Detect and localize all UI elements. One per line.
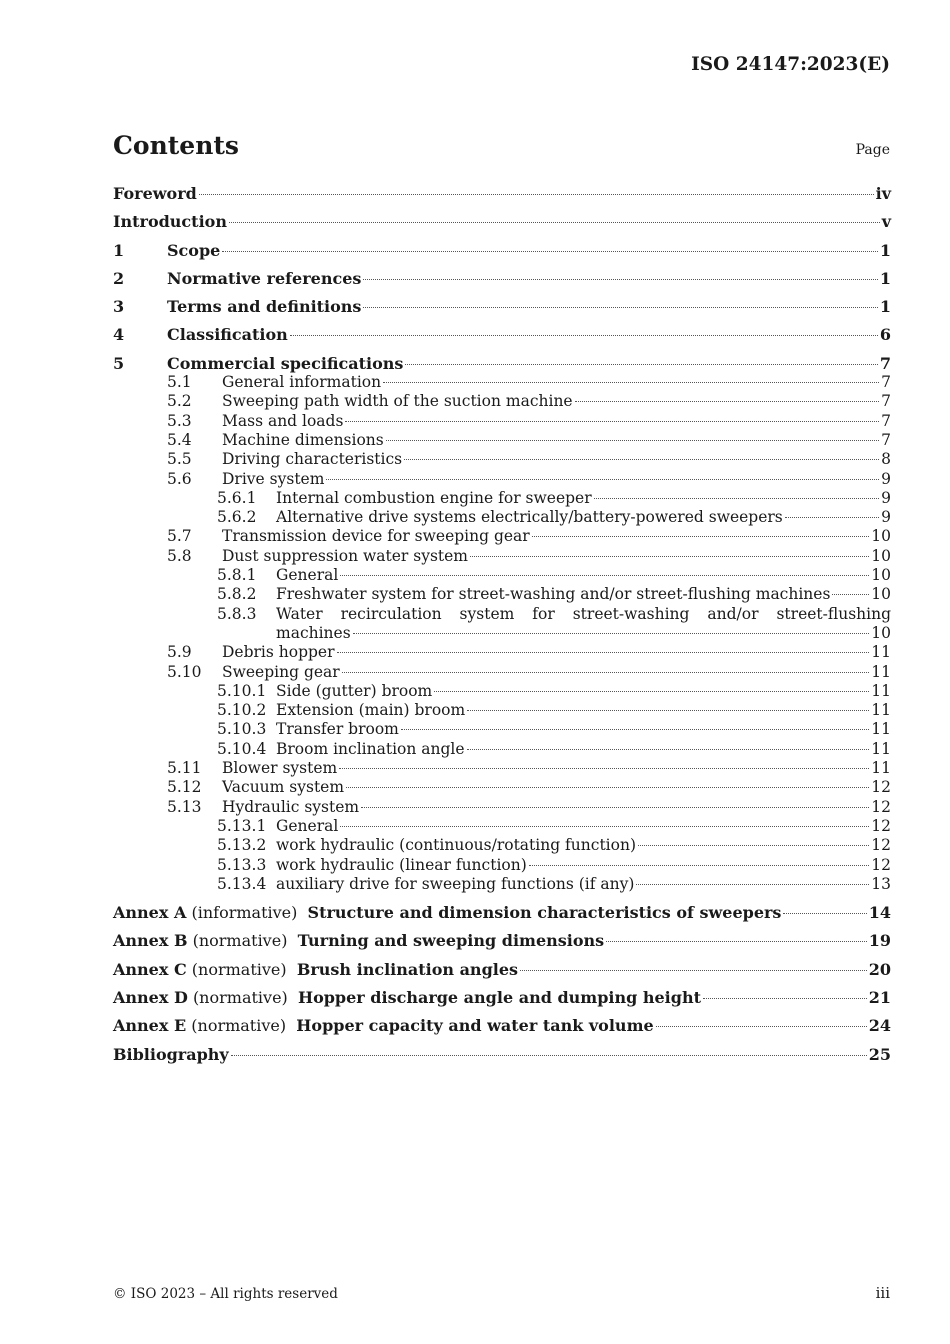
annex-prefix: Annex D: [113, 987, 188, 1007]
dot-leader: [386, 440, 879, 441]
toc-entry-5-6-1[interactable]: [113, 489, 891, 508]
toc-label: Mass and loads: [222, 411, 344, 430]
dot-leader: [353, 633, 870, 634]
toc-page: v: [881, 212, 891, 232]
toc-number: 3: [113, 297, 125, 317]
toc-entry-5-6[interactable]: [113, 470, 891, 489]
dot-leader: [467, 749, 870, 750]
annex-title: Turning and sweeping dimensions: [297, 931, 605, 951]
toc-entry-annex-b[interactable]: [113, 931, 891, 950]
toc-number: 5: [113, 353, 125, 373]
toc-number: 5.8.1: [217, 566, 257, 585]
toc-label: Bibliography: [113, 1044, 229, 1064]
toc-label: Transmission device for sweeping gear: [222, 527, 530, 546]
dot-leader: [383, 382, 879, 383]
toc-entry-5-10-4[interactable]: [113, 740, 891, 759]
page-column-label: Page: [855, 142, 890, 158]
toc-page: 20: [868, 959, 891, 979]
dot-leader: [783, 913, 866, 914]
toc-page: 1: [879, 240, 891, 260]
toc-label: Driving characteristics: [222, 450, 403, 469]
toc-label: General: [276, 816, 339, 835]
dot-leader: [529, 865, 869, 866]
page-number: iii: [875, 1284, 890, 1302]
dot-leader: [575, 401, 880, 402]
toc-entry-bibliography[interactable]: [113, 1045, 891, 1064]
toc-label: Alternative drive systems electrically/battery-powered sweepers: [276, 508, 783, 527]
toc-number: 5.1: [167, 373, 192, 392]
dot-leader: [340, 826, 869, 827]
toc-label: Commercial specifications: [167, 353, 404, 373]
toc-page: 25: [868, 1044, 891, 1064]
annex-title: Structure and dimension characteristics of sweepers: [307, 903, 782, 923]
toc-number: 5.6: [167, 469, 192, 488]
toc-number: 5.4: [167, 430, 192, 449]
dot-leader: [520, 970, 867, 971]
annex-type: (normative): [192, 931, 288, 951]
dot-leader: [470, 556, 869, 557]
toc-entry-5-11[interactable]: [113, 759, 891, 778]
dot-leader: [361, 807, 869, 808]
toc-page: 7: [881, 430, 891, 449]
toc-label: Debris hopper: [222, 643, 335, 662]
toc-entry-introduction[interactable]: [113, 212, 891, 231]
toc-page: 1: [879, 297, 891, 317]
toc-label: work hydraulic (linear function): [276, 855, 527, 874]
toc-entry-5-7[interactable]: [113, 527, 891, 546]
dot-leader: [532, 536, 870, 537]
dot-leader: [363, 279, 877, 280]
toc-label-line1: Water recirculation system for street-washing and/or street-flushing: [276, 604, 891, 623]
toc-entry-foreword[interactable]: [113, 184, 891, 203]
toc-label: [113, 960, 518, 979]
toc-number: 5.6.2: [217, 508, 257, 527]
toc-label: Extension (main) broom: [276, 701, 466, 720]
toc-number: 5.13.3: [217, 855, 267, 874]
toc-number: 5.13.2: [217, 836, 267, 855]
toc-page: 12: [871, 778, 891, 797]
toc-entry-5-8-1[interactable]: [113, 566, 891, 585]
toc-label: [113, 931, 604, 950]
toc-entry-1[interactable]: [113, 241, 891, 260]
toc-entry-5-4[interactable]: [113, 431, 891, 450]
toc-entry-5-3[interactable]: [113, 412, 891, 431]
toc-entry-5-13-2[interactable]: [113, 836, 891, 855]
dot-leader: [199, 194, 874, 195]
toc-entry-2[interactable]: [113, 269, 891, 288]
toc-number: 5.13.4: [217, 874, 267, 893]
toc-page: 7: [881, 411, 891, 430]
toc-label: Introduction: [113, 212, 227, 232]
toc-entry-annex-c[interactable]: [113, 960, 891, 979]
toc-page: 12: [871, 836, 891, 855]
toc-page: 12: [871, 855, 891, 874]
annex-title: Hopper discharge angle and dumping height: [297, 987, 701, 1007]
toc-entry-5-1[interactable]: [113, 373, 891, 392]
toc-page: 14: [868, 903, 891, 923]
toc-page: 9: [881, 488, 891, 507]
toc-entry-5-9[interactable]: [113, 643, 891, 662]
toc-label: [276, 605, 891, 624]
toc-number: 1: [113, 240, 125, 260]
dot-leader: [326, 479, 879, 480]
dot-leader: [404, 459, 879, 460]
dot-leader: [636, 884, 869, 885]
dot-leader: [467, 710, 869, 711]
toc-page: 12: [871, 797, 891, 816]
toc-label: work hydraulic (continuous/rotating function): [276, 836, 636, 855]
toc-entry-annex-d[interactable]: [113, 988, 891, 1007]
toc-label: Sweeping gear: [222, 662, 340, 681]
toc-number: 5.11: [167, 759, 202, 778]
toc-page: 11: [871, 720, 891, 739]
toc-entry-5-8-2[interactable]: [113, 585, 891, 604]
toc-page: 11: [871, 701, 891, 720]
dot-leader: [346, 787, 869, 788]
toc-label: Scope: [167, 240, 221, 260]
toc-number: 5.10.2: [217, 701, 267, 720]
annex-prefix: Annex C: [113, 959, 187, 979]
dot-leader: [337, 652, 870, 653]
toc-label: Foreword: [113, 184, 197, 203]
toc-label: Broom inclination angle: [276, 739, 465, 758]
toc-page: 11: [871, 643, 891, 662]
toc-page: 11: [871, 681, 891, 700]
annex-title: Brush inclination angles: [296, 959, 519, 979]
dot-leader: [401, 729, 869, 730]
annex-title: Hopper capacity and water tank volume: [296, 1016, 654, 1036]
toc-label: Transfer broom: [276, 720, 399, 739]
toc-number: 5.10.3: [217, 720, 267, 739]
toc-page: 13: [871, 874, 891, 893]
toc-entry-5-8[interactable]: [113, 547, 891, 566]
toc-entry-5-13[interactable]: [113, 798, 891, 817]
annex-type: (normative): [191, 1016, 287, 1036]
toc-number: 4: [113, 325, 125, 345]
toc-number: 5.8: [167, 546, 192, 565]
annex-type: (informative): [191, 903, 298, 923]
toc-page: 19: [868, 931, 891, 951]
toc-label: auxiliary drive for sweeping functions (if any): [276, 874, 635, 893]
dot-leader: [594, 498, 880, 499]
toc-entry-5-13-1[interactable]: [113, 817, 891, 836]
document-id: ISO 24147:2023(E): [691, 54, 890, 75]
toc-entry-annex-e[interactable]: [113, 1016, 891, 1035]
toc-entry-5[interactable]: [113, 354, 891, 373]
toc-label: Side (gutter) broom: [276, 681, 433, 700]
toc-entry-5-8-3-continued[interactable]: [113, 624, 891, 643]
toc-number: 5.13.1: [217, 816, 267, 835]
toc-entry-5-12[interactable]: [113, 778, 891, 797]
toc-page: 6: [879, 325, 891, 345]
toc-label: Classification: [167, 325, 288, 345]
toc-entry-4[interactable]: [113, 325, 891, 344]
toc-page: 10: [871, 623, 891, 642]
copyright-notice: © ISO 2023 – All rights reserved: [113, 1286, 338, 1302]
toc-entry-annex-a[interactable]: [113, 903, 891, 922]
toc-number: 5.3: [167, 411, 192, 430]
toc-entry-5-10-3[interactable]: [113, 720, 891, 739]
toc-number: 5.10.1: [217, 681, 267, 700]
toc-label: [113, 903, 781, 922]
toc-page: 7: [879, 353, 891, 373]
toc-page: 24: [868, 1016, 891, 1036]
toc-number: 5.12: [167, 778, 202, 797]
dot-leader: [222, 251, 878, 252]
dot-leader: [231, 1055, 867, 1056]
toc-page: iv: [875, 184, 891, 203]
toc-label: Freshwater system for street-washing and/or street-flushing machines: [276, 585, 831, 604]
toc-entry-5-10-1[interactable]: [113, 682, 891, 701]
toc-page: 21: [868, 987, 891, 1007]
toc-label: Machine dimensions: [222, 430, 384, 449]
dot-leader: [656, 1026, 867, 1027]
toc-page: 12: [871, 816, 891, 835]
toc-number: 5.13: [167, 797, 202, 816]
toc-page: 11: [871, 662, 891, 681]
toc-label: Normative references: [167, 268, 362, 288]
toc-label: Dust suppression water system: [222, 546, 469, 565]
toc-label: Hydraulic system: [222, 797, 360, 816]
toc-page: 11: [871, 739, 891, 758]
toc-label: General: [276, 566, 339, 585]
toc-number: 5.2: [167, 392, 192, 411]
toc-number: 5.8.2: [217, 585, 257, 604]
toc-number: 2: [113, 268, 125, 288]
table-of-contents: [113, 184, 891, 1064]
toc-page: 8: [881, 450, 891, 469]
annex-prefix: Annex B: [113, 931, 188, 951]
dot-leader: [290, 335, 878, 336]
annex-type: (normative): [191, 959, 287, 979]
toc-label: Drive system: [222, 469, 325, 488]
annex-type: (normative): [192, 987, 288, 1007]
dot-leader: [229, 222, 880, 223]
dot-leader: [832, 594, 869, 595]
dot-leader: [606, 941, 867, 942]
toc-entry-5-2[interactable]: [113, 392, 891, 411]
dot-leader: [340, 575, 869, 576]
dot-leader: [434, 691, 869, 692]
toc-page: 10: [871, 527, 891, 546]
toc-number: 5.6.1: [217, 488, 257, 507]
dot-leader: [638, 845, 869, 846]
toc-page: 7: [881, 373, 891, 392]
toc-page: 1: [879, 268, 891, 288]
toc-number: 5.5: [167, 450, 192, 469]
dot-leader: [785, 517, 879, 518]
toc-entry-5-10-2[interactable]: [113, 701, 891, 720]
toc-number: 5.8.3: [217, 604, 257, 623]
toc-entry-5-10[interactable]: [113, 663, 891, 682]
dot-leader: [405, 364, 877, 365]
toc-page: 10: [871, 585, 891, 604]
toc-label: Internal combustion engine for sweeper: [276, 488, 592, 507]
toc-entry-3[interactable]: [113, 297, 891, 316]
toc-page: 9: [881, 469, 891, 488]
dot-leader: [342, 672, 870, 673]
toc-number: 5.10.4: [217, 739, 267, 758]
toc-number: 5.7: [167, 527, 192, 546]
toc-entry-5-5[interactable]: [113, 450, 891, 469]
toc-label: Vacuum system: [222, 778, 345, 797]
dot-leader: [703, 998, 867, 999]
contents-title: Contents: [113, 131, 240, 160]
toc-page: 10: [871, 546, 891, 565]
toc-number: 5.10: [167, 662, 202, 681]
toc-entry-5-13-4[interactable]: [113, 875, 891, 894]
dot-leader: [339, 768, 869, 769]
toc-page: 10: [871, 566, 891, 585]
toc-page: 9: [881, 508, 891, 527]
toc-label: Blower system: [222, 759, 338, 778]
toc-entry-5-13-3[interactable]: [113, 856, 891, 875]
dot-leader: [345, 421, 879, 422]
toc-page: 11: [871, 759, 891, 778]
toc-label-line2: machines: [276, 623, 351, 642]
annex-prefix: Annex E: [113, 1016, 187, 1036]
toc-label: Sweeping path width of the suction machine: [222, 392, 573, 411]
dot-leader: [363, 307, 877, 308]
toc-page: 7: [881, 392, 891, 411]
toc-label: [113, 1016, 654, 1035]
toc-number: 5.9: [167, 643, 192, 662]
toc-label: General information: [222, 373, 382, 392]
toc-entry-5-8-3[interactable]: [113, 605, 891, 624]
toc-entry-5-6-2[interactable]: [113, 508, 891, 527]
toc-label: [113, 988, 701, 1007]
toc-label: Terms and definitions: [167, 297, 362, 317]
annex-prefix: Annex A: [113, 903, 187, 923]
